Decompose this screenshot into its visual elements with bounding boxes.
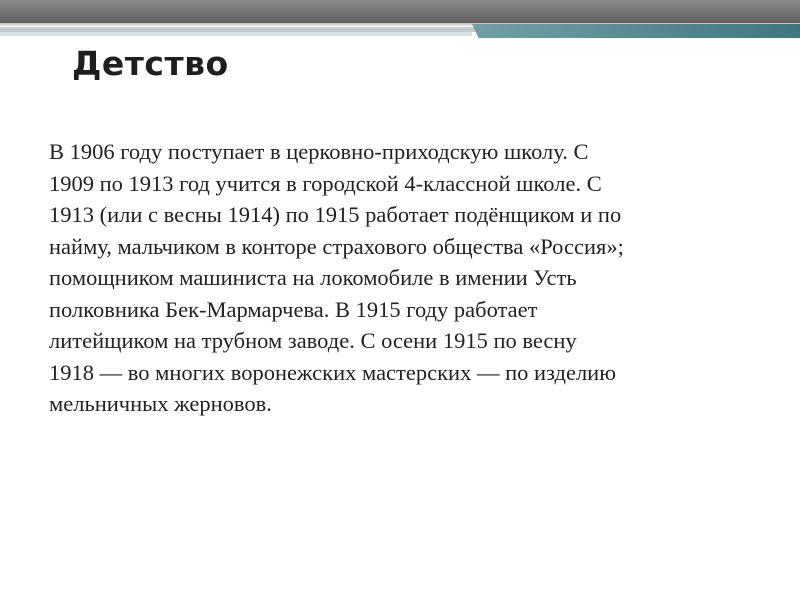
body-line: литейщиком на трубном заводе. С осени 1915 по весну — [49, 328, 577, 353]
body-line: помощником машиниста на локомобиле в имении Усть — [49, 265, 577, 290]
header-pale-band — [0, 32, 472, 36]
header-accent-band — [472, 24, 800, 38]
header-decoration — [0, 0, 800, 40]
body-line: 1918 — во многих воронежских мастерских — по изделию — [49, 359, 617, 385]
header-dark-band — [0, 0, 800, 23]
body-line: 1909 по 1913 год учится в городской 4-классной школе. С — [49, 170, 602, 196]
body-paragraph — [49, 136, 749, 420]
body-line: В 1906 году поступает в церковно-приходскую школу. С — [49, 139, 589, 164]
body-line: 1913 (или с весны 1914) по 1915 работает подёнщиком и по — [49, 202, 622, 227]
body-line: полковника Бек-Мармарчева. В 1915 году работает — [49, 296, 538, 322]
body-line: мельничных жерновов. — [49, 391, 272, 416]
slide-title: Детство — [72, 44, 229, 83]
body-line: найму, мальчиком в конторе страхового общества «Россия»; — [49, 233, 624, 259]
